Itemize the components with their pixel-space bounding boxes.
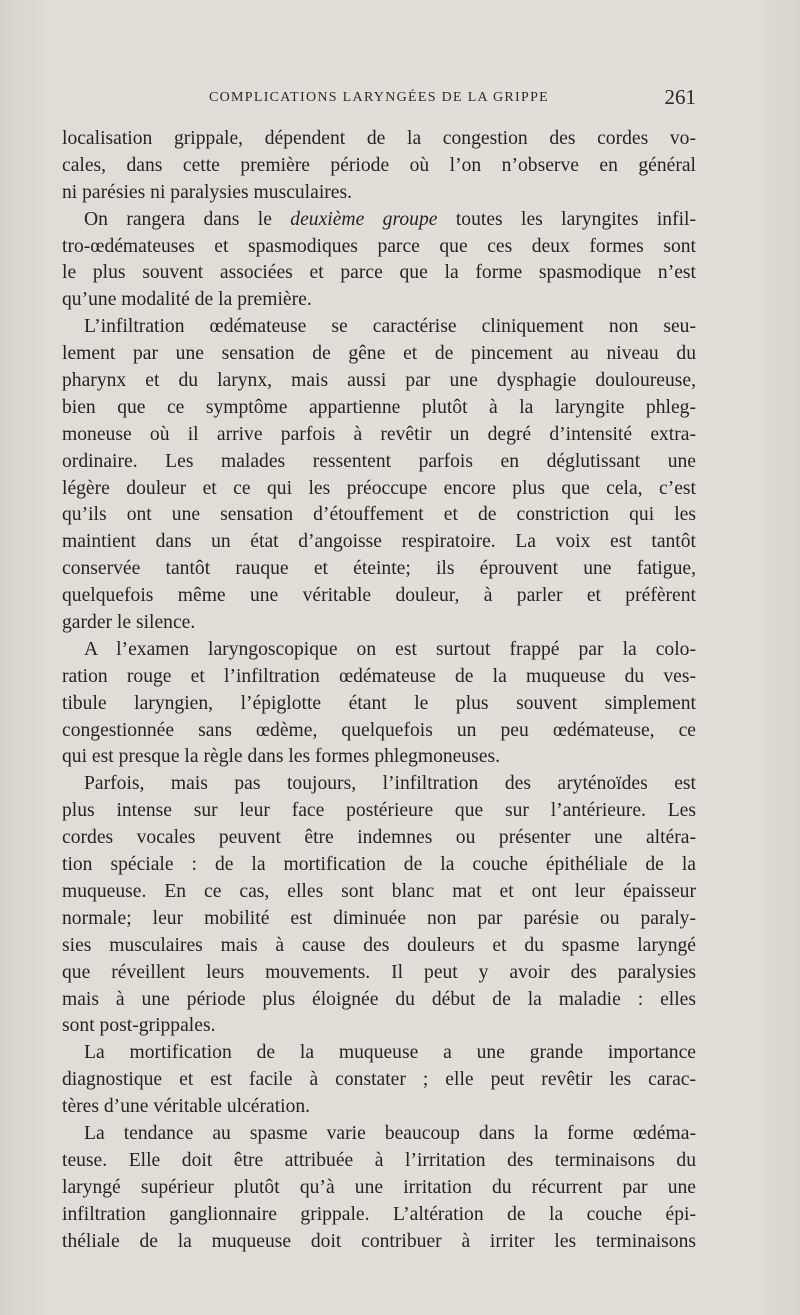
text-line: tion spéciale : de la mortification de la couche épithéliale de la: [62, 854, 696, 876]
text-line: normale; leur mobilité est diminuée non par parésie ou paraly-: [62, 907, 696, 929]
text-line: A l’examen laryngoscopique on est surtout frappé par la colo-: [84, 638, 696, 660]
text-line: ration rouge et l’infiltration œdémateuse de la muqueuse du ves-: [62, 665, 696, 687]
text-line: le plus souvent associées et parce que la forme spasmodique n’est: [62, 262, 696, 284]
text-line: mais à une période plus éloignée du début de la maladie : elles: [62, 988, 696, 1010]
italic-phrase: deuxième groupe: [290, 208, 438, 230]
running-title: COMPLICATIONS LARYNGÉES DE LA GRIPPE: [208, 90, 550, 105]
text-line: cales, dans cette première période où l’on n’observe en général: [62, 154, 696, 176]
text-line: légère douleur et ce qui les préoccupe encore plus que cela, c’est: [62, 477, 696, 499]
text-line: bien que ce symptôme appartienne plutôt à la laryngite phleg-: [62, 396, 696, 418]
text-line: La mortification de la muqueuse a une grande importance: [84, 1042, 696, 1064]
text-line: moneuse où il arrive parfois à revêtir un degré d’intensité extra-: [62, 423, 696, 445]
text-line: lement par une sensation de gêne et de pincement au niveau du: [62, 343, 696, 365]
text-line: L’infiltration œdémateuse se caractérise cliniquement non seu-: [84, 316, 696, 338]
text-line: théliale de la muqueuse doit contribuer à irriter les terminaisons: [62, 1230, 696, 1252]
text-line: ordinaire. Les malades ressentent parfois en déglutissant une: [62, 450, 696, 472]
text-line: muqueuse. En ce cas, elles sont blanc mat et ont leur épaisseur: [62, 880, 696, 902]
text-line: sont post-grippales.: [62, 1015, 216, 1037]
text-line: qui est presque la règle dans les formes phlegmoneuses.: [62, 746, 501, 768]
text-line: localisation grippale, dépendent de la congestion des cordes vo-: [62, 128, 696, 149]
page-header: [62, 87, 696, 111]
text-line: diagnostique et est facile à constater ; elle peut revêtir les carac-: [62, 1069, 696, 1091]
text-line: conservée tantôt rauque et éteinte; ils éprouvent une fatigue,: [62, 558, 696, 580]
text-line: teuse. Elle doit être attribuée à l’irritation des terminaisons du: [62, 1149, 696, 1171]
text-run: On rangera dans le: [84, 208, 291, 230]
text-line: tro-œdémateuses et spasmodiques parce que ces deux formes sont: [62, 235, 696, 257]
text-line: pharynx et du larynx, mais aussi par une dysphagie douloureuse,: [62, 370, 696, 392]
text-line: tères d’une véritable ulcération.: [62, 1096, 311, 1118]
text-line: tibule laryngien, l’épiglotte étant le plus souvent simplement: [62, 692, 696, 714]
text-line: La tendance au spasme varie beaucoup dans la forme œdéma-: [84, 1122, 696, 1144]
text-line: qu’une modalité de la première.: [62, 289, 312, 311]
text-line: [62, 207, 696, 234]
text-line: plus intense sur leur face postérieure que sur l’antérieure. Les: [62, 800, 696, 822]
text-line: Parfois, mais pas toujours, l’infiltration des aryténoïdes est: [84, 773, 696, 795]
text-line: congestionnée sans œdème, quelquefois un peu œdémateuse, ce: [62, 719, 696, 741]
text-line: sies musculaires mais à cause des douleurs et du spasme laryngé: [62, 934, 696, 956]
text-line: cordes vocales peuvent être indemnes ou présenter une altéra-: [62, 827, 696, 849]
page-number: 261: [664, 85, 696, 109]
text-run: toutes les laryngites infil-: [437, 208, 697, 230]
text-line: ni parésies ni paralysies musculaires.: [62, 181, 353, 203]
text-line: laryngé supérieur plutôt qu’à une irritation du récurrent par une: [62, 1176, 696, 1198]
text-line: qu’ils ont une sensation d’étouffement et de constriction qui les: [62, 504, 696, 526]
text-line: quelquefois même une véritable douleur, à parler et préfèrent: [62, 585, 696, 607]
text-line: garder le silence.: [62, 612, 196, 634]
text-line: que réveillent leurs mouvements. Il peut y avoir des paralysies: [62, 961, 696, 983]
body-text: [62, 126, 696, 1255]
text-line: maintient dans un état d’angoisse respiratoire. La voix est tantôt: [62, 531, 696, 553]
text-line: infiltration ganglionnaire grippale. L’altération de la couche épi-: [62, 1203, 696, 1225]
